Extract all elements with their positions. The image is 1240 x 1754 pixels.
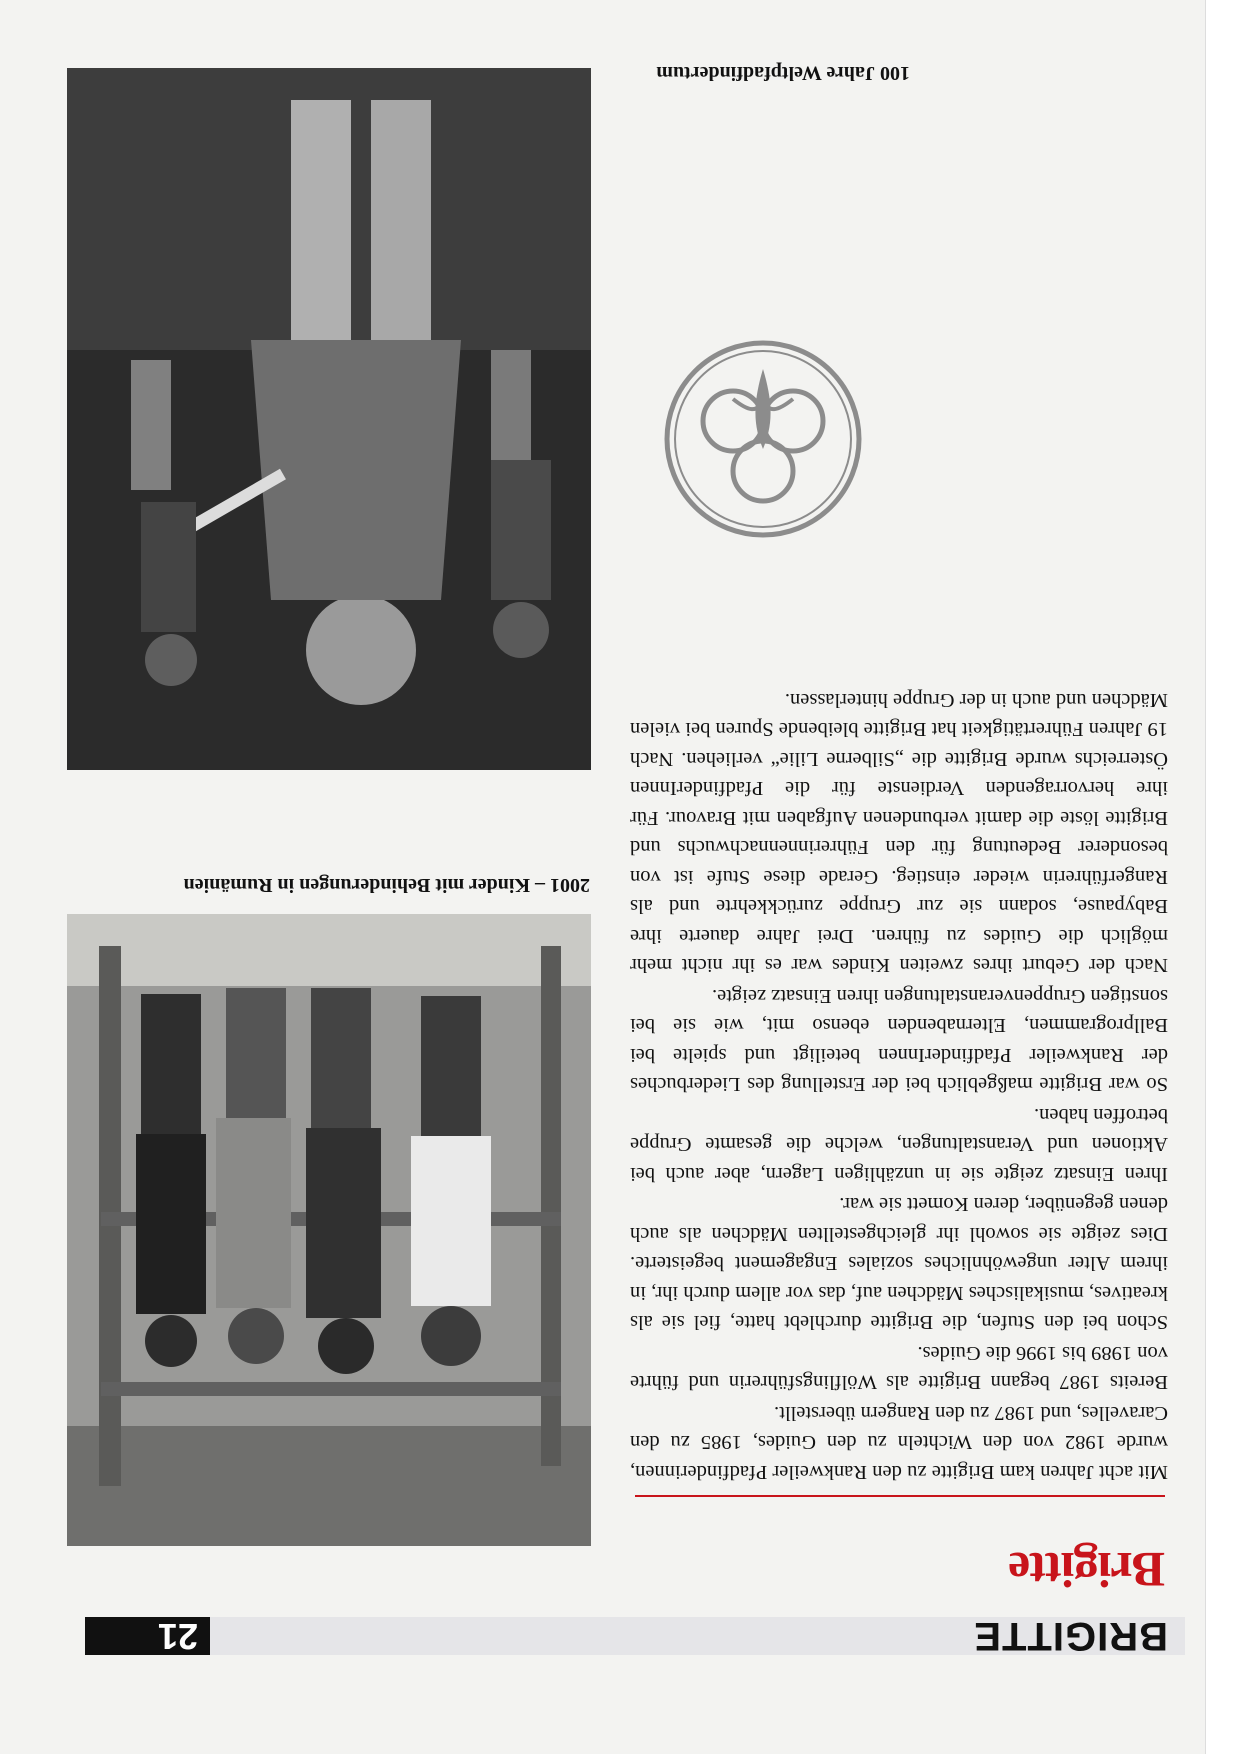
title-rule (635, 1495, 1165, 1497)
page-number: 21 (85, 1617, 210, 1655)
paragraph: Bereits 1987 begann Brigitte als Wölflingsführerin und führte von 1989 bis 1996 die Guides. (630, 1342, 1168, 1394)
leader-photo (67, 68, 591, 770)
paragraph: Schon bei den Stufen, die Brigitte durchlebt hatte, fiel sie als kreatives, musikalisches Mädchen auf, das vor allem durch ihr, in ihrem Alter ungewöhnliches soziales Engagement begeisterte. Dies zeigte sie sowohl ihr gleichgestellten Mädchen als auch denen gegenüber, deren Komett sie war. (630, 1193, 1168, 1334)
leader-photo-drawing (67, 68, 591, 770)
header-title: BRIGITTE (973, 1614, 1168, 1658)
photo-caption: 2001 – Kinder mit Behinderungen in Rumänien (183, 874, 590, 896)
article-title: Brigitte (1009, 1542, 1165, 1598)
paragraph: Nach der Geburt ihres zweiten Kindes war es ihr nicht mehr möglich die Guides zu führen. Drei Jahre dauerte ihre Babypause, sodann sie zur Gruppe zurückkehrte und als Rangerführerin wieder einstieg. Gerade diese Stufe ist von besonderer Bedeutung für den Führerinnennachwuchs und Brigitte löste die damit verbundenen Aufgaben mit Bravour. Für ihre hervorragenden Verdienste für die PfadfinderInnen Österreichs wurde Brigitte die „Silberne Lilie“ verliehen. Nach 19 Jahren Führertätigkeit hat Brigitte bleibende Spuren bei vielen Mädchen und auch in der Gruppe hinterlassen. (630, 689, 1168, 977)
trefoil-emblem-icon (663, 339, 863, 539)
paragraph: Mit acht Jahren kam Brigitte zu den Rankweiler Pfadfinderinnen, wurde 1982 von den Wichteln zu den Guides, 1985 zu den Caravelles, und 1987 zu den Rangern überstellt. (630, 1402, 1168, 1483)
paragraph: So war Brigitte maßgeblich bei der Erstellung des Liederbuches der Rankweiler PfadfinderInnen beteiligt und spielte bei Ballprogrammen, Elternabenden ebenso mit, wie sie bei sonstigen Gruppenveranstaltungen ihren Einsatz zeigte. (630, 985, 1168, 1096)
paragraph: Ihren Einsatz zeigte sie in unzähligen Lagern, aber auch bei Aktionen und Veranstaltungen, welche die gesamte Gruppe betroffen haben. (630, 1104, 1168, 1185)
article-body (630, 685, 1168, 1487)
group-photo-drawing (67, 914, 591, 1546)
photo-caption: 100 Jahre Weltpfadfindertum (656, 62, 910, 84)
group-photo (67, 914, 591, 1546)
